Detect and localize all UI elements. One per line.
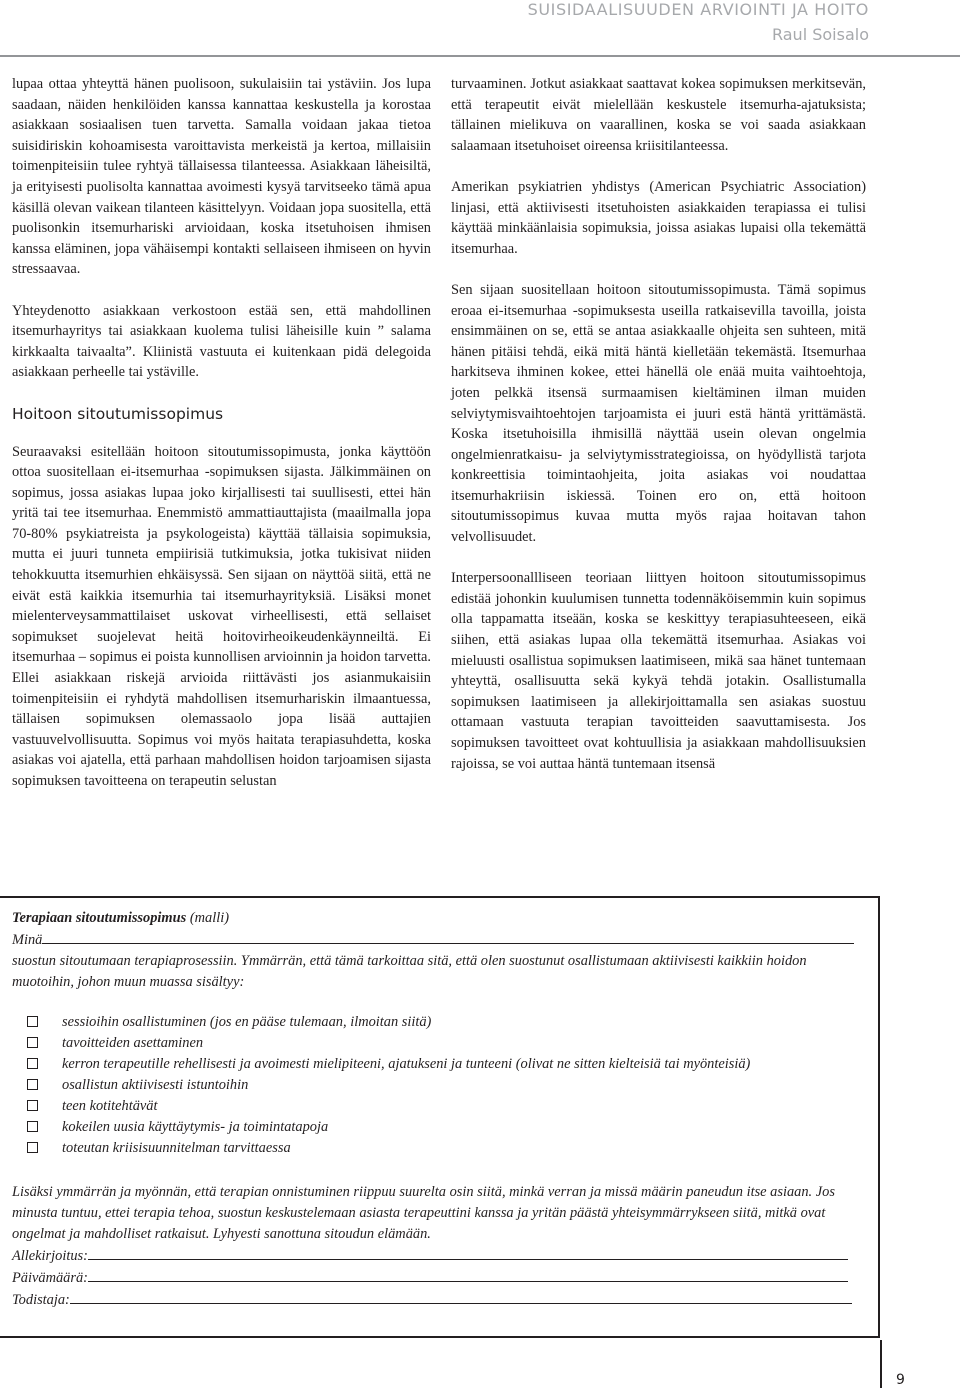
footer-rule — [880, 1340, 882, 1388]
body-paragraph: lupaa ottaa yhteyttä hänen puolisoon, sukulaisiin tai ystäviin. Jos lupa saadaan, näiden henkilöiden kanssa kannattaa keskustella ja korostaa asiakkaan sosiaalisen tuen tarvetta. Samalla voidaan jakaa tietoa suisidiriskin kohoamisesta varoittavista merkeistä ja kertoa, millaisiin toimenpiteisiin tulee ryhtyä tällaisessa tilanteessa. Asiakkaan läheisiltä, ja erityisesti puolisolta kannattaa avoimesti kysyä tarvitseeko tämä apua käsillä olevan vaikean tilanteen käsittelyyn. Voidaan jopa suositella, että puolisonkin itsemurhariski arvioidaan, koska itsetuhoisen ihmisen kanssa eläminen, jopa vähäisempi kontakti sellaiseen ihmiseen on hyvin stressaavaa. — [12, 76, 431, 278]
running-header-title: SUISIDAALISUUDEN ARVIOINTI JA HOITO — [527, 0, 869, 19]
checklist-item-label: kerron terapeutille rehellisesti ja avoimesti mielipiteeni, ajatukseni ja tunteeni (olivat ne sitten kielteisiä tai myönteisiä) — [62, 1056, 751, 1072]
running-header-author: Raul Soisalo — [771, 25, 869, 44]
checklist-item-label: tavoitteiden asettaminen — [62, 1035, 204, 1051]
right-column — [451, 74, 866, 795]
header-rule — [0, 55, 960, 57]
date-blank-line[interactable] — [88, 1267, 848, 1282]
checklist-item — [12, 1012, 868, 1033]
checklist-item — [12, 1138, 868, 1159]
checklist-item — [12, 1117, 868, 1138]
body-paragraph: Amerikan psykiatrien yhdistys (American Psychiatric Association) linjasi, että aktiivisesti itsetuhoisten asiakkaiden terapiassa ei tulisi käyttää minkäänlaisia sopimuksia, joissa asiakas lupaisi olla tekemättä itsemurhaa. — [451, 178, 866, 257]
signature-row — [12, 1245, 868, 1267]
date-label: Päivämäärä: — [12, 1270, 88, 1286]
left-column — [12, 74, 431, 812]
date-row — [12, 1267, 868, 1289]
contract-title-bold: Terapiaan sitoutumissopimus — [12, 910, 187, 926]
checklist-item-label: osallistun aktiivisesti istuntoihin — [62, 1077, 249, 1093]
contract-template-box — [0, 896, 880, 1338]
commitment-checklist — [12, 1012, 868, 1159]
name-blank-line[interactable] — [42, 929, 854, 944]
contract-title-suffix: (malli) — [186, 910, 229, 926]
checklist-item-label: teen kotitehtävät — [62, 1098, 158, 1114]
contract-title — [12, 908, 868, 929]
signature-label: Allekirjoitus: — [12, 1248, 88, 1264]
signature-blank-line[interactable] — [88, 1245, 848, 1260]
witness-label: Todistaja: — [12, 1292, 70, 1308]
contract-closing: Lisäksi ymmärrän ja myönnän, että terapian onnistuminen riippuu suurelta osin siitä, minkä verran ja missä määrin paneudun itse asiaan. Jos minusta tuntuu, ettei terapia tehoa, suostun keskustelemaan asiasta terapeuttini kanssa ja yritän päästä yhteisymmärrykseen siitä, mitkä ovat ongelmat ja mahdolliset ratkaisut. Lyhyesti sanottuna sitoudun elämään. — [12, 1184, 835, 1242]
contract-intro: suostun sitoutumaan terapiaprosessiin. Ymmärrän, että tämä tarkoittaa sitä, että olen suostunut osallistumaan aktiivisesti kaikkiin hoidon muotoihin, johon muun muassa sisältyy: — [12, 953, 807, 990]
checklist-item-label: toteutan kriisisuunnitelman tarvittaessa — [62, 1140, 291, 1156]
body-paragraph: Interpersoonallliseen teoriaan liittyen hoitoon sitoutumissopimus edistää johonkin kuulumisen tunnetta todennäköisemmin kuin sopimus olla tappamatta itseään, koska se keskittyy terapiasuhteeseen, eikä siihen, että asiakas lupaa olla tekemättä itsemurhaa. Asiakas voi mieluusti osallistua sopimuksen laatimiseen, mikä saa hänet tuntemaan yhteyttä, osallisuutta sekä kykyä tehdä jotakin. Osallistumalla sopimuksen laatimiseen ja allekirjoittamalla sen asiakas suostuu ottamaan vastuuta terapian tavoitteiden saavuttamisesta. Jos sopimuksen tavoitteet ovat kohtuullisia ja asiakkaan mahdollisuuksien rajoissa, se voi auttaa häntä tuntemaan itsensä — [451, 570, 866, 772]
page-number: 9 — [896, 1372, 905, 1388]
body-paragraph: turvaaminen. Jotkut asiakkaat saattavat kokea sopimuksen merkitsevän, että terapeutit eivät mielellään keskustele itsemurha-ajatuksista; tällainen mielikuva on vaarallinen, koska se voi saada asiakkaan salaamaan itsetuhoiset oireensa kriisitilanteessa. — [451, 76, 866, 154]
checkbox[interactable] — [27, 1121, 38, 1132]
checkbox[interactable] — [27, 1100, 38, 1111]
checkbox[interactable] — [27, 1058, 38, 1069]
witness-row — [12, 1289, 868, 1311]
checklist-item — [12, 1033, 868, 1054]
checklist-item — [12, 1054, 868, 1075]
checklist-item-label: sessioihin osallistuminen (jos en pääse tulemaan, ilmoitan siitä) — [62, 1014, 432, 1030]
body-paragraph: Seuraavaksi esitellään hoitoon sitoutumissopimusta, jonka käyttöön ottoa suositellaan ei-itsemurhaa -sopimuksen sijasta. Jälkimmäinen on sopimus, jossa asiakas lupaa joko kirjallisesti tai suullisesti, ettei hän yritä tai tee itsemurhaa. Enemmistö ammattiauttajista (maailmalla jopa 70-80% psykiatreista ja psykologeista) käyttää tällaisia sopimuksia, mutta ei juuri tunneta empiirisiä tutkimuksia, jotka tukisivat niiden tehokkuutta itsemurhien ehkäisyssä. Sen sijaan on näyttöä siitä, että ne eivät estä kaikkia itsemurhia tai itsemurhayrityksiä. Lisäksi monet mielenterveysammattilaiset uskovat virheellisesti, että sellaiset sopimukset suojelevat heitä hoitovirheoikeudenkäynneiltä. Ei itsemurhaa – sopimus ei poista kunnollisen arvioinnin ja hoidon tarvetta. Ellei asiakkaan riskejä arvioida riittävästi jos asianmukaisiin toimenpiteisiin ei ryhdytä mahdollisen itsemurhariskin ilmaantuessa, tällaisen sopimuksen olemassaolo jopa lisää auttajien vastuuvelvollisuutta. Sopimus voi myös haitata terapiasuhdetta, koska asiakas voi ajatella, että parhaan mahdollisen hoidon tarjoamisen sijasta sopimuksen tavoitteena on terapeutin selustan — [12, 443, 431, 789]
body-paragraph: Sen sijaan suositellaan hoitoon sitoutumissopimusta. Tämä sopimus eroaa ei-itsemurhaa -sopimuksesta useilla ratkaisevilla tavoilla, joista ensimmäinen on se, että se antaa asiakkaalle ohjeita sen suhteen, mitä hänen pitäisi tehdä, eikä mitä häntä kielletään tekemästä. Itsemurhaa harkitseva ihminen kokee, ettei hänellä ole enää muita vaihtoehtoja, joten pelkkä itsensä surmaamisen kieltäminen ilman muiden selviytymisvaihtoehtojen tarjoamista ei juuri estä häntä yrittämästä. Koska itsetuhoisilla ihmisillä näyttää usein olevan ongelmia ongelmienratkaisu- ja selviytymisstrategioissa, on hyödyllistä tarjota konkreettisia toimintaohjeita, joita asiakas voi noudattaa itsemurhakriisin iskiessä. Toinen ero on, että hoitoon sitoutumissopimus kuvaa mutta myös rajaa hoitavan tahon velvollisuudet. — [451, 281, 866, 546]
section-heading: Hoitoon sitoutumissopimus — [12, 404, 224, 423]
checklist-item — [12, 1075, 868, 1096]
witness-blank-line[interactable] — [70, 1289, 852, 1304]
checklist-item-label: kokeilen uusia käyttäytymis- ja toimintatapoja — [62, 1119, 329, 1135]
checkbox[interactable] — [27, 1037, 38, 1048]
name-row — [12, 929, 868, 951]
checkbox[interactable] — [27, 1079, 38, 1090]
name-label: Minä — [12, 932, 43, 948]
checkbox[interactable] — [27, 1142, 38, 1153]
body-paragraph: Yhteydenotto asiakkaan verkostoon estää sen, että mahdollinen itsemurhayritys tai asiakkaan kuolema tulisi läheisille kuin ” salama kirkkaalta taivaalta”. Kliinistä vastuuta ei kuitenkaan pidä delegoida asiakkaan perheelle tai ystäville. — [12, 302, 431, 381]
checkbox[interactable] — [27, 1016, 38, 1027]
checklist-item — [12, 1096, 868, 1117]
